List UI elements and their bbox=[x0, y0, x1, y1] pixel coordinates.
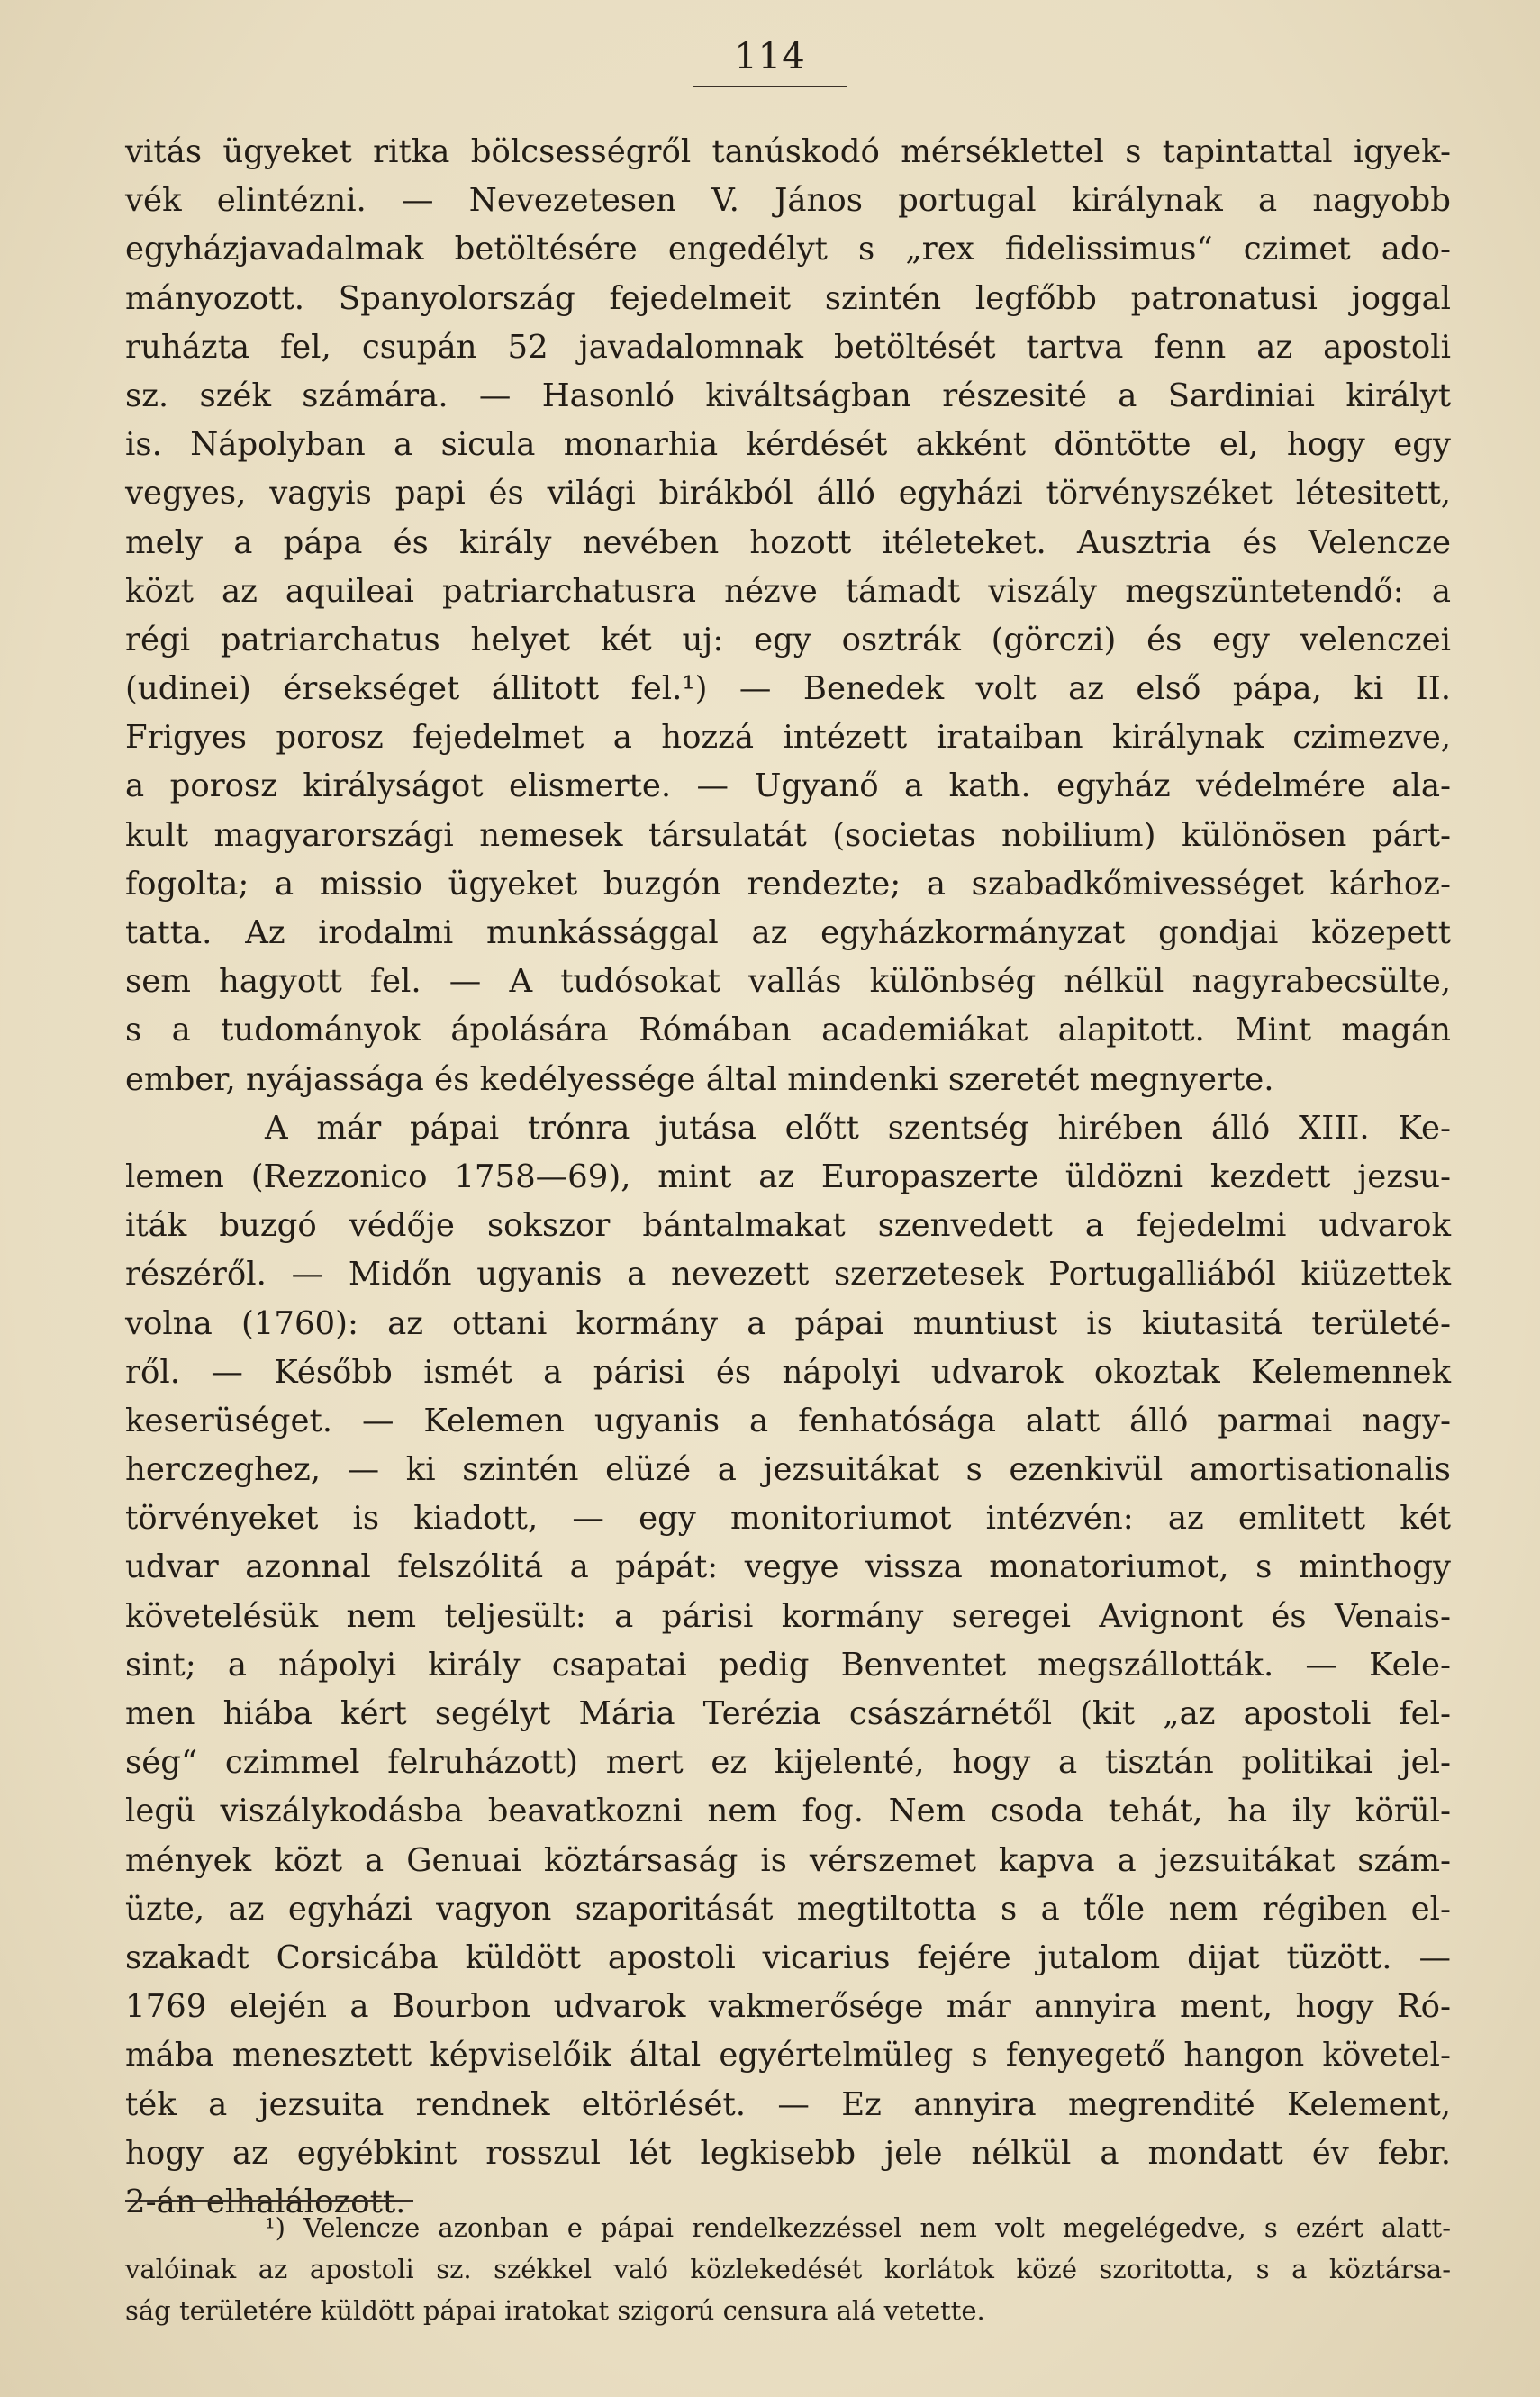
footnote-line: ság területére küldött pápai iratokat szigorú censura alá vetette. bbox=[125, 2295, 985, 2326]
text-line: sem hagyott fel. — A tudósokat vallás különbség nélkül nagyrabecsülte, bbox=[125, 963, 1451, 1001]
text-line: volna (1760): az ottani kormány a pápai muntiust is kiutasitá területé- bbox=[125, 1304, 1451, 1342]
footnote-line: ¹) Velencze azonban e pápai rendelkezzéssel nem volt megelégedve, s ezért alatt- bbox=[265, 2212, 1451, 2243]
text-line: szakadt Corsicába küldött apostoli vicarius fejére jutalom dijat tüzött. — bbox=[125, 1938, 1451, 1976]
text-line: fogolta; a missio ügyeket buzgón rendezte; a szabadkőmivességet kárhoz- bbox=[125, 865, 1451, 903]
text-line: vegyes, vagyis papi és világi birákból álló egyházi törvényszéket létesitett, bbox=[125, 475, 1451, 513]
text-line: hogy az egyébkint rosszul lét legkisebb jele nélkül a mondatt év febr. bbox=[125, 2134, 1451, 2172]
text-line: legü viszálykodásba beavatkozni nem fog. Nem csoda tehát, ha ily körül- bbox=[125, 1793, 1451, 1830]
text-line: vék elintézni. — Nevezetesen V. János portugal királynak a nagyobb bbox=[125, 182, 1451, 220]
text-line: 2-án elhalálozott. bbox=[125, 2183, 406, 2220]
footnotes bbox=[125, 2207, 1451, 2331]
text-line: ember, nyájassága és kedélyessége által mindenki szeretét megnyerte. bbox=[125, 1060, 1274, 1098]
text-line: sint; a nápolyi király csapatai pedig Benventet megszállották. — Kele- bbox=[125, 1646, 1451, 1684]
text-line: követelésük nem teljesült: a párisi kormány seregei Avignont és Venais- bbox=[125, 1597, 1451, 1635]
text-line: s a tudományok ápolására Rómában academiákat alapitott. Mint magán bbox=[125, 1012, 1451, 1049]
text-line: ruházta fel, csupán 52 javadalomnak betöltését tartva fenn az apostoli bbox=[125, 328, 1451, 366]
text-line: (udinei) érsekséget állitott fel.¹) — Benedek volt az első pápa, ki II. bbox=[125, 670, 1451, 708]
footnote-line: valóinak az apostoli sz. székkel való közlekedését korlátok közé szoritotta, s a köztársa- bbox=[125, 2254, 1451, 2284]
text-line: ség“ czimmel felruházott) mert ez kijelenté, hogy a tisztán politikai jel- bbox=[125, 1744, 1451, 1782]
text-line: is. Nápolyban a sicula monarhia kérdését akként döntötte el, hogy egy bbox=[125, 426, 1451, 464]
text-line: törvényeket is kiadott, — egy monitoriumot intézvén: az emlitett két bbox=[125, 1500, 1451, 1538]
text-line: egyházjavadalmak betöltésére engedélyt s „rex fidelissimus“ czimet ado- bbox=[125, 231, 1451, 268]
text-line: mányozott. Spanyolország fejedelmeit szintén legfőbb patronatusi joggal bbox=[125, 279, 1451, 317]
text-line: herczeghez, — ki szintén elüzé a jezsuitákat s ezenkivül amortisationalis bbox=[125, 1451, 1451, 1489]
text-line: részéről. — Midőn ugyanis a nevezett szerzetesek Portugalliából kiüzettek bbox=[125, 1256, 1451, 1294]
text-line: tatta. Az irodalmi munkássággal az egyházkormányzat gondjai közepett bbox=[125, 914, 1451, 951]
text-line: üzte, az egyházi vagyon szaporitását megtiltotta s a tőle nem régiben el- bbox=[125, 1890, 1451, 1928]
text-line: régi patriarchatus helyet két uj: egy osztrák (görczi) és egy velenczei bbox=[125, 621, 1451, 658]
text-line: mények közt a Genuai köztársaság is vérszemet kapva a jezsuitákat szám- bbox=[125, 1841, 1451, 1879]
text-line: sz. szék számára. — Hasonló kiváltságban részesité a Sardiniai királyt bbox=[125, 377, 1451, 414]
text-line: kult magyarországi nemesek társulatát (societas nobilium) különösen párt- bbox=[125, 816, 1451, 854]
paragraph bbox=[125, 128, 1451, 1104]
text-line: vitás ügyeket ritka bölcsességről tanúskodó mérséklettel s tapintattal igyek- bbox=[125, 133, 1451, 170]
text-line: Frigyes porosz fejedelmet a hozzá intézett irataiban királynak czimezve, bbox=[125, 719, 1451, 757]
text-line: ről. — Később ismét a párisi és nápolyi udvarok okoztak Kelemennek bbox=[125, 1353, 1451, 1391]
text-line: men hiába kért segélyt Mária Terézia császárnétől (kit „az apostoli fel- bbox=[125, 1695, 1451, 1732]
text-line: a porosz királyságot elismerte. — Ugyanő a kath. egyház védelmére ala- bbox=[125, 767, 1451, 805]
text-line: lemen (Rezzonico 1758—69), mint az Europaszerte üldözni kezdett jezsu- bbox=[125, 1158, 1451, 1195]
text-line: iták buzgó védője sokszor bántalmakat szenvedett a fejedelmi udvarok bbox=[125, 1207, 1451, 1245]
text-line: mába menesztett képviselőik által egyértelmüleg s fenyegető hangon követel- bbox=[125, 2037, 1451, 2075]
text-line: 1769 elején a Bourbon udvarok vakmerősége már annyira ment, hogy Ró- bbox=[125, 1988, 1451, 2026]
text-line: közt az aquileai patriarchatusra nézve támadt viszály megszüntetendő: a bbox=[125, 572, 1451, 610]
page-number: 114 bbox=[734, 36, 806, 77]
text-line: mely a pápa és király nevében hozott itéleteket. Ausztria és Velencze bbox=[125, 523, 1451, 561]
body-text bbox=[125, 128, 1451, 2227]
header-rule bbox=[693, 86, 847, 87]
text-line: keserüséget. — Kelemen ugyanis a fenhatósága alatt álló parmai nagy- bbox=[125, 1402, 1451, 1439]
text-line: udvar azonnal felszólitá a pápát: vegye vissza monatoriumot, s minthogy bbox=[125, 1548, 1451, 1586]
text-line: ték a jezsuita rendnek eltörlését. — Ez annyira megrendité Kelement, bbox=[125, 2085, 1451, 2123]
footnote-rule bbox=[125, 2200, 413, 2202]
paragraph bbox=[125, 1104, 1451, 2227]
text-line: A már pápai trónra jutása előtt szentség hirében álló XIII. Ke- bbox=[265, 1109, 1451, 1147]
